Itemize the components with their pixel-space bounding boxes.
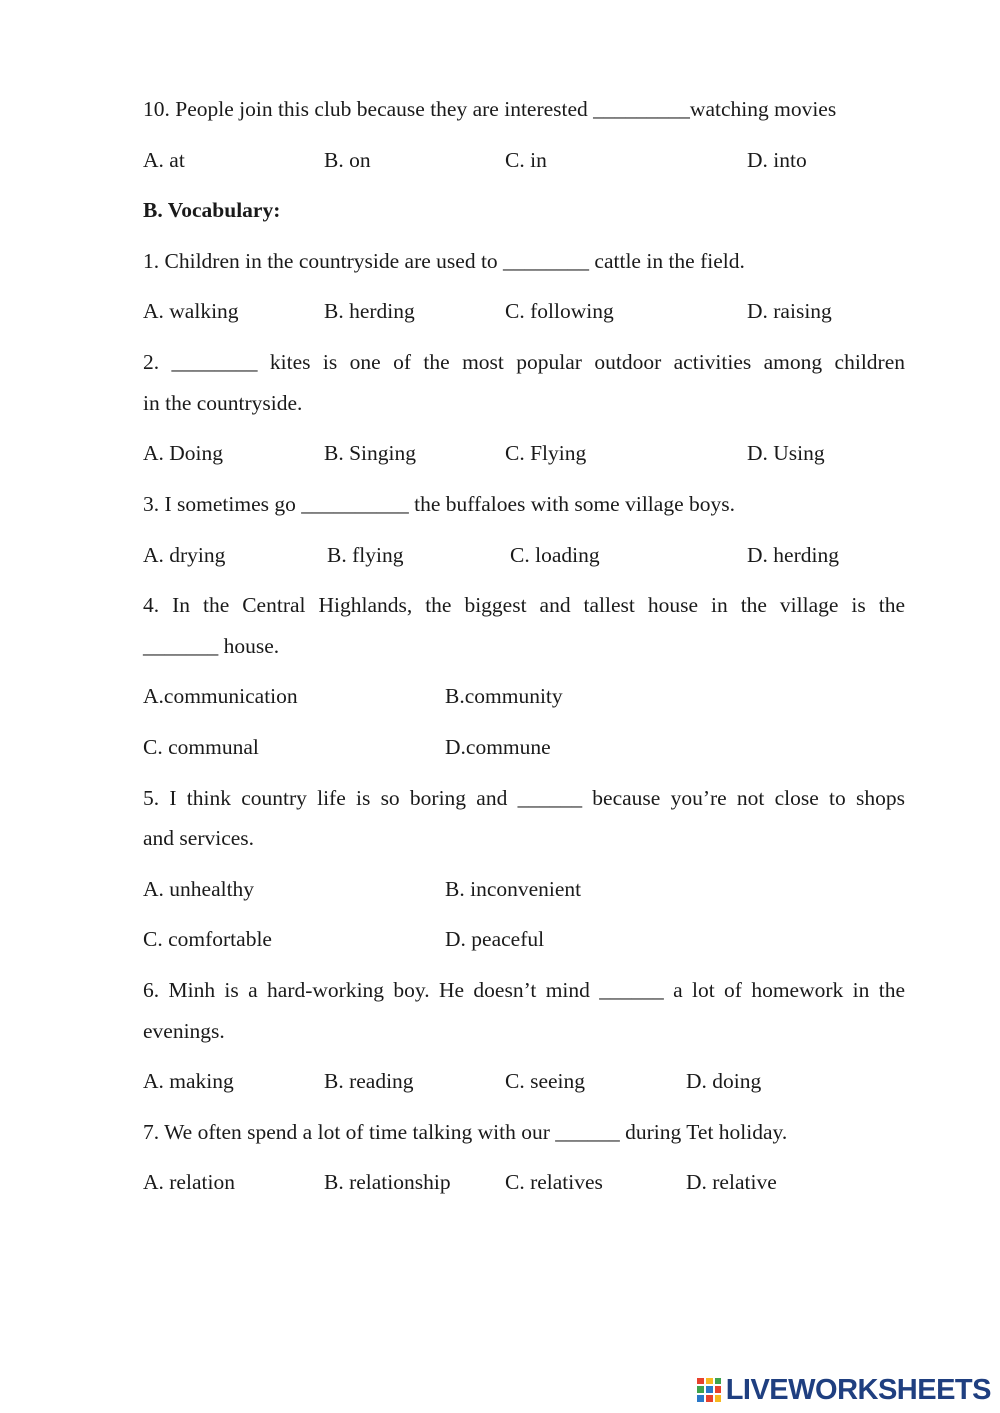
vocab-q5-stem-line2: and services. (143, 826, 255, 850)
vocab-q1-option-d[interactable]: D. raising (747, 299, 832, 323)
vocab-q5-stem-line1: 5. I think country life is so boring and ______ because you’re not close to shops (143, 786, 905, 810)
section-b-heading: B. Vocabulary: (143, 198, 281, 222)
vocab-q3-option-c[interactable]: C. loading (510, 543, 600, 567)
vocab-q6-option-a[interactable]: A. making (143, 1069, 234, 1093)
question-10-stem: 10. People join this club because they are interested _________watching movies (143, 97, 837, 121)
vocab-q4-option-c[interactable]: C. communal (143, 735, 259, 759)
q10-option-d[interactable]: D. into (747, 148, 807, 172)
q10-option-b[interactable]: B. on (324, 148, 371, 172)
vocab-q2-stem-line1: 2. ________ kites is one of the most popular outdoor activities among children (143, 350, 905, 374)
vocab-q3-option-b[interactable]: B. flying (327, 543, 404, 567)
vocab-q4-option-d[interactable]: D.commune (445, 735, 551, 759)
vocab-q6-stem-line2: evenings. (143, 1019, 225, 1043)
vocab-q5-option-b[interactable]: B. inconvenient (445, 877, 582, 901)
vocab-q1-option-c[interactable]: C. following (505, 299, 614, 323)
vocab-q6-stem-line1: 6. Minh is a hard-working boy. He doesn’t mind ______ a lot of homework in the (143, 978, 905, 1002)
vocab-q6-option-d[interactable]: D. doing (686, 1069, 762, 1093)
vocab-q3-option-a[interactable]: A. drying (143, 543, 226, 567)
vocab-q2-option-a[interactable]: A. Doing (143, 441, 224, 465)
vocab-q5-option-c[interactable]: C. comfortable (143, 927, 272, 951)
vocab-q7-option-b[interactable]: B. relationship (324, 1170, 451, 1194)
vocab-q6-option-c[interactable]: C. seeing (505, 1069, 586, 1093)
liveworksheets-logo-icon (696, 1376, 722, 1404)
vocab-q1-stem: 1. Children in the countryside are used to ________ cattle in the field. (143, 249, 745, 273)
vocab-q4-stem-line2: _______ house. (143, 634, 280, 658)
vocab-q5-option-d[interactable]: D. peaceful (445, 927, 545, 951)
vocab-q7-option-a[interactable]: A. relation (143, 1170, 235, 1194)
vocab-q3-option-d[interactable]: D. herding (747, 543, 839, 567)
vocab-q4-stem-line1: 4. In the Central Highlands, the biggest and tallest house in the village is the (143, 593, 905, 617)
vocab-q4-option-a[interactable]: A.communication (143, 684, 298, 708)
vocab-q7-stem: 7. We often spend a lot of time talking with our ______ during Tet holiday. (143, 1120, 788, 1144)
vocab-q7-option-d[interactable]: D. relative (686, 1170, 777, 1194)
vocab-q3-stem: 3. I sometimes go __________ the buffaloes with some village boys. (143, 492, 735, 516)
vocab-q2-option-d[interactable]: D. Using (747, 441, 825, 465)
vocab-q5-option-a[interactable]: A. unhealthy (143, 877, 255, 901)
vocab-q1-option-a[interactable]: A. walking (143, 299, 239, 323)
liveworksheets-logo-text: LIVEWORKSHEETS (725, 1374, 991, 1406)
vocab-q2-option-b[interactable]: B. Singing (324, 441, 416, 465)
vocab-q2-stem-line2: in the countryside. (143, 391, 303, 415)
vocab-q2-option-c[interactable]: C. Flying (505, 441, 587, 465)
vocab-q7-option-c[interactable]: C. relatives (505, 1170, 603, 1194)
vocab-q4-option-b[interactable]: B.community (445, 684, 563, 708)
q10-option-c[interactable]: C. in (505, 148, 547, 172)
vocab-q6-option-b[interactable]: B. reading (324, 1069, 414, 1093)
liveworksheets-watermark (696, 1373, 991, 1407)
q10-option-a[interactable]: A. at (143, 148, 185, 172)
vocab-q1-option-b[interactable]: B. herding (324, 299, 415, 323)
